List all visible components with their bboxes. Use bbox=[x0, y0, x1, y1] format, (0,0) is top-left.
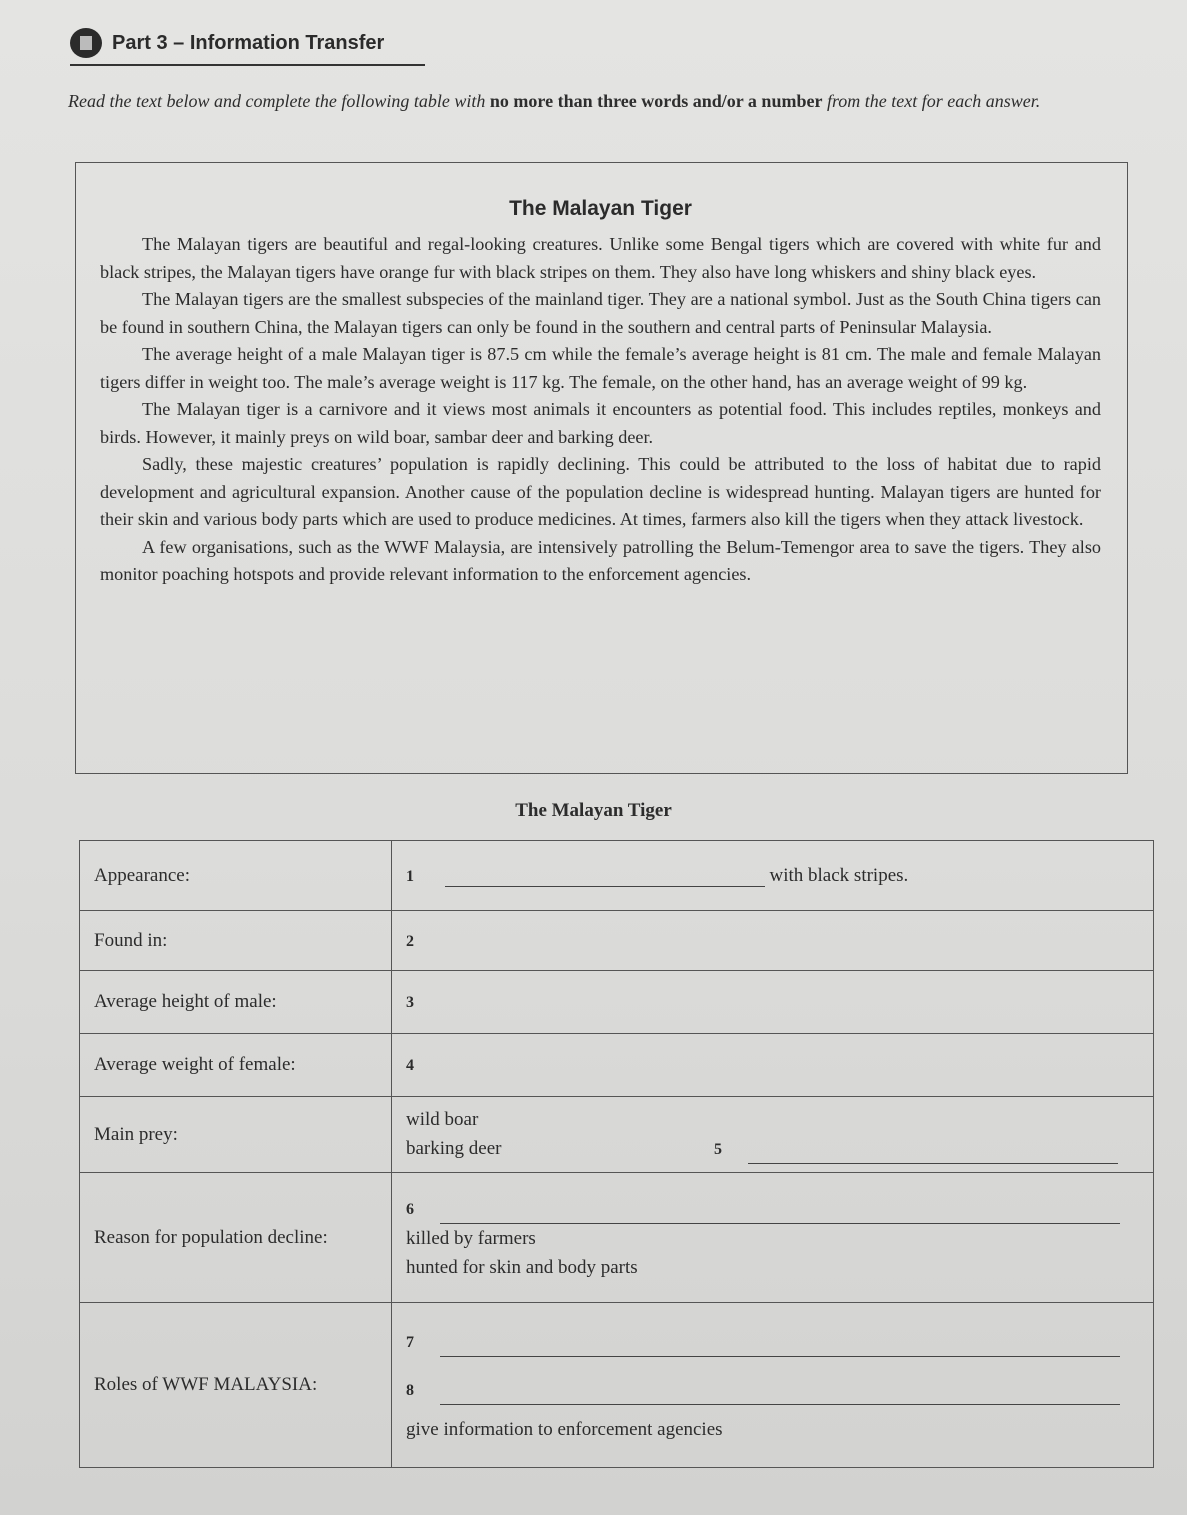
row-label: Roles of WWF MALAYSIA: bbox=[80, 1303, 392, 1468]
row-label: Average weight of female: bbox=[80, 1034, 392, 1097]
passage-paragraph: A few organisations, such as the WWF Malaysia, are intensively patrolling the Belum-Temengor area to save the tigers. They also monitor poaching hotspots and provide relevant information to the enforcement agencies. bbox=[100, 536, 1101, 584]
question-number: 8 bbox=[406, 1381, 414, 1399]
table-row bbox=[80, 1097, 1154, 1173]
document-icon bbox=[70, 28, 102, 58]
instructions-emphasis: no more than three words and/or a number bbox=[489, 91, 823, 111]
answer-cell[interactable] bbox=[392, 911, 1154, 971]
answer-blank-6[interactable] bbox=[440, 1205, 1120, 1224]
passage-paragraph: The Malayan tigers are the smallest subspecies of the mainland tiger. They are a national symbol. Just as the South China tigers can be found in southern China, the Malayan tigers can only be found in the southern and central parts of Peninsular Malaysia. bbox=[100, 289, 1101, 337]
prey-item: barking deer bbox=[406, 1138, 502, 1159]
question-number: 6 bbox=[406, 1200, 414, 1218]
section-title: Part 3 – Information Transfer bbox=[112, 31, 385, 54]
answer-blank-8[interactable] bbox=[440, 1386, 1120, 1405]
answer-cell[interactable] bbox=[392, 1034, 1154, 1097]
reading-passage bbox=[75, 162, 1128, 774]
answer-blank-5[interactable] bbox=[748, 1145, 1118, 1164]
question-number: 7 bbox=[406, 1333, 414, 1351]
question-number: 5 bbox=[714, 1141, 722, 1158]
answer-cell[interactable] bbox=[392, 971, 1154, 1034]
wwf-role: give information to enforcement agencies bbox=[406, 1418, 723, 1440]
passage-title: The Malayan Tiger bbox=[509, 197, 692, 220]
table-row bbox=[80, 841, 1154, 911]
decline-reason: hunted for skin and body parts bbox=[406, 1256, 638, 1278]
question-number: 1 bbox=[406, 867, 414, 885]
info-transfer-table bbox=[79, 840, 1154, 1468]
row-label: Found in: bbox=[80, 911, 392, 971]
row-label: Reason for population decline: bbox=[80, 1173, 392, 1303]
table-title: The Malayan Tiger bbox=[515, 800, 672, 821]
row-label: Appearance: bbox=[80, 841, 392, 911]
question-number: 2 bbox=[406, 932, 414, 950]
answer-cell bbox=[392, 841, 1154, 911]
passage-paragraph: The Malayan tigers are beautiful and regal-looking creatures. Unlike some Bengal tigers which are covered with white fur and black stripes, the Malayan tigers have orange fur with black stripes on them. They also have long whiskers and shiny black eyes. bbox=[100, 234, 1101, 282]
table-row bbox=[80, 1034, 1154, 1097]
row-label: Main prey: bbox=[80, 1097, 392, 1173]
table-row bbox=[80, 1173, 1154, 1303]
question-number: 3 bbox=[406, 994, 414, 1011]
table-row bbox=[80, 911, 1154, 971]
answer-blank-7[interactable] bbox=[440, 1338, 1120, 1357]
table-row bbox=[80, 971, 1154, 1034]
row-label: Average height of male: bbox=[80, 971, 392, 1034]
answer-suffix: with black stripes. bbox=[769, 864, 909, 886]
passage-paragraph: Sadly, these majestic creatures’ population is rapidly declining. This could be attributed to the loss of habitat due to rapid development and agricultural expansion. Another cause of the population decline is widespread hunting. Malayan tigers are hunted for their skin and various body parts which are used to produce medicines. At times, farmers also kill the tigers when they attack livestock. bbox=[100, 454, 1101, 529]
instructions: Read the text below and complete the following table with no more than three words and/or a number from the text for each answer. bbox=[68, 91, 1041, 111]
decline-reason: killed by farmers bbox=[406, 1227, 536, 1249]
section-header bbox=[70, 28, 425, 66]
passage-paragraph: The Malayan tiger is a carnivore and it views most animals it encounters as potential food. This includes reptiles, monkeys and birds. However, it mainly preys on wild boar, sambar deer and barking deer. bbox=[100, 399, 1101, 447]
table-row bbox=[80, 1303, 1154, 1468]
answer-cell bbox=[392, 1303, 1154, 1468]
passage-paragraph: The average height of a male Malayan tiger is 87.5 cm while the female’s average height is 81 cm. The male and female Malayan tigers differ in weight too. The male’s average weight is 117 kg. The female, on the other hand, has an average weight of 99 kg. bbox=[100, 344, 1101, 392]
question-number: 4 bbox=[406, 1057, 414, 1074]
answer-cell bbox=[392, 1173, 1154, 1303]
prey-item: wild boar bbox=[406, 1109, 479, 1130]
answer-blank-1[interactable] bbox=[445, 868, 765, 887]
answer-cell bbox=[392, 1097, 1154, 1173]
